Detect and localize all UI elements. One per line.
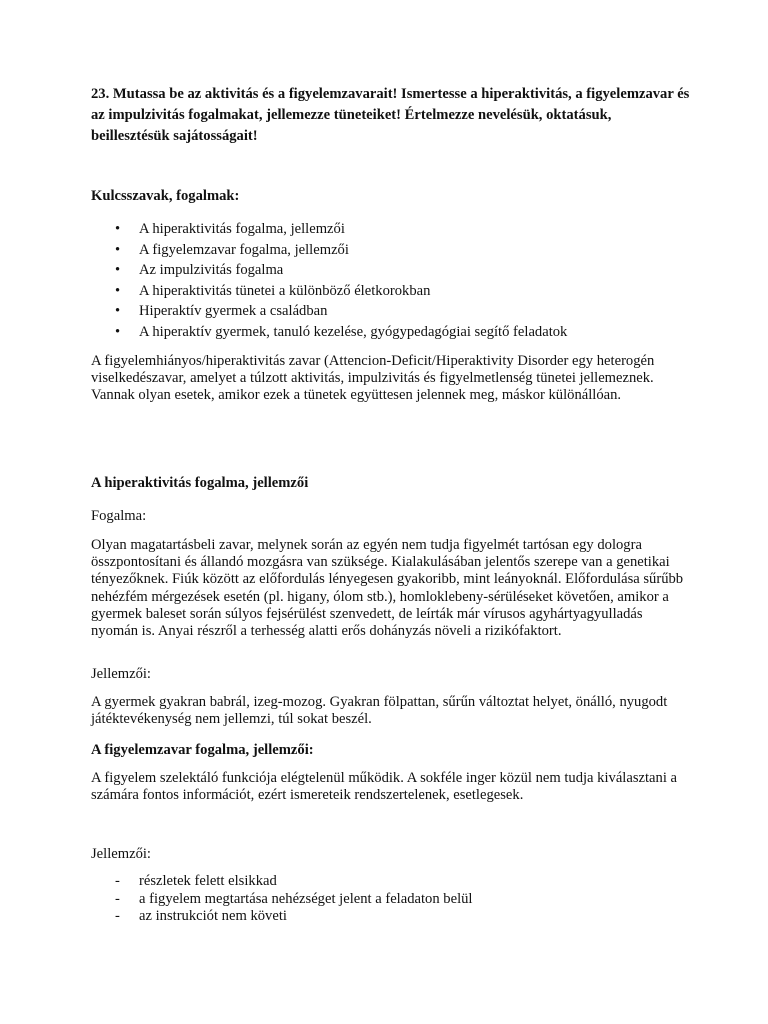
bullet-icon: • [115,323,121,340]
list-item-text: A hiperaktivitás fogalma, jellemzői [139,221,345,237]
list-item [91,301,691,322]
bullet-icon: • [115,221,121,237]
bullet-icon: • [115,303,121,320]
dash-icon: - [115,908,120,924]
list-item [91,219,691,240]
attention-disorder-heading: A figyelemzavar fogalma, jellemzői: [91,742,314,758]
dash-icon: - [115,873,120,889]
intro-paragraph: A figyelemhiányos/hiperaktivitás zavar (Attencion-Deficit/Hiperaktivity Disorder egy heterogén viselkedészavar, amelyet a túlzott aktivitás, impulzivitás és figyelmetlenség tünetei jellemeznek. Vannak olyan esetek, amikor ezek a tünetek együttesen jelennek meg, máskor különállóan. [91,353,655,404]
list-item-text: részletek felett elsikkad [139,873,277,889]
hyperactivity-definition: Olyan magatartásbeli zavar, melynek során az egyén nem tudja figyelmét tartósan egy dologra összpontosítani és állandó mozgásra van szüksége. Kialakulásában jelentős szerepe van a genetikai tényezőknek. Fiúk között az előfordulás lényegesen gyakoribb, mint leányoknál. Előfordulása sűrűbb nehézfém mérgezések esetén (pl. higany, ólom stb.), homloklebeny-sérüléseket követően, amikor a gyermek baleset során súlyos fejsérülést szenvedett, de leírták már vírusos agyhártyagyulladás nyomán is. Anyai részről a terhesség alatti erős dohányzás növeli a rizikófaktort. [91,537,684,640]
list-item [91,891,691,909]
list-item-text: A figyelemzavar fogalma, jellemzői [139,241,349,258]
document-title: 23. Mutassa be az aktivitás és a figyelemzavarait! Ismertesse a hiperaktivitás, a figyelemzavar és az impulzivitás fogalmakat, jellemezze tüneteiket! Értelmezze nevelésük, oktatásuk, beillesztésük sajátosságait! [91,86,690,144]
hyperactivity-traits: A gyermek gyakran babrál, izeg-mozog. Gyakran fölpattan, sűrűn változtat helyet, önálló, nyugodt játéktevékenység nem jellemzi, túl sokat beszél. [91,694,668,728]
list-item-text: A hiperaktív gyermek, tanuló kezelése, gyógypedagógiai segítő feladatok [139,323,568,340]
keywords-list [91,219,691,343]
hyperactivity-heading: A hiperaktivitás fogalma, jellemzői [91,475,309,491]
list-item [91,322,691,343]
traits-label: Jellemzői: [91,846,151,862]
list-item [91,908,691,926]
list-item-text: az instrukciót nem követi [139,908,287,924]
attention-traits-list [91,873,691,926]
list-item-text: Hiperaktív gyermek a családban [139,303,328,320]
attention-disorder-definition: A figyelem szelektáló funkciója elégtelenül működik. A sokféle inger közül nem tudja kiválasztani a számára fontos információt, ezért ismereteik rendszertelenek, esetlegesek. [91,770,678,804]
dash-icon: - [115,890,120,907]
list-item [91,873,691,891]
bullet-icon: • [115,282,121,299]
list-item-text: Az impulzivitás fogalma [139,262,284,279]
list-item [91,260,691,281]
list-item [91,281,691,302]
list-item-text: A hiperaktivitás tünetei a különböző életkorokban [139,282,431,299]
definition-label: Fogalma: [91,508,147,524]
traits-label: Jellemzői: [91,666,151,682]
bullet-icon: • [115,241,121,258]
bullet-icon: • [115,262,121,279]
list-item [91,240,691,261]
keywords-heading: Kulcsszavak, fogalmak: [91,188,240,204]
list-item-text: a figyelem megtartása nehézséget jelent a feladaton belül [139,890,473,907]
